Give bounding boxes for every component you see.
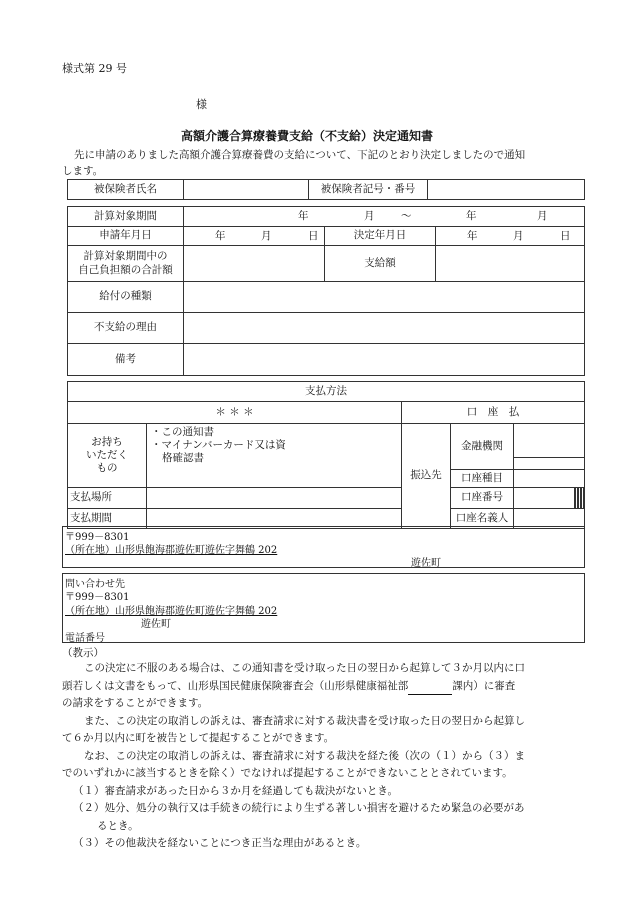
- payment-amount-value: [436, 246, 585, 282]
- bank-value-1: [514, 424, 585, 458]
- insured-name-table: [67, 179, 585, 200]
- self-pay-label: [68, 246, 184, 282]
- bank-value-2: [514, 458, 585, 470]
- decision-date-value: [436, 227, 585, 246]
- account-holder-label: 口座名義人: [451, 509, 514, 529]
- contact-town: 遊佐町: [141, 619, 171, 630]
- department-blank: [408, 683, 452, 695]
- remarks-value: [184, 344, 585, 376]
- self-pay-label-line-1: 計算対象期間中の: [83, 250, 168, 263]
- non-payment-reason-value: [184, 313, 585, 344]
- account-number-digits: [575, 488, 585, 509]
- insured-name-value: [184, 180, 309, 200]
- bring-items-label: [68, 424, 147, 488]
- remarks-label: 備考: [68, 344, 184, 376]
- period-month-from: 月: [364, 210, 375, 222]
- decision-details-table: [67, 206, 585, 376]
- bring-label-line-3: もの: [96, 462, 118, 475]
- bring-item-card-a: ・マイナンバーカード又は資: [151, 439, 286, 452]
- instructions-heading: （教示）: [62, 647, 104, 659]
- dec-day: 日: [560, 230, 571, 242]
- instr-item1: （１）審査請求があった日から３か月を経過しても裁決がないとき。: [73, 784, 398, 797]
- document-title: 高額介護合算療養費支給（不支給）決定通知書: [181, 129, 434, 143]
- account-payment-header: 口 座 払: [402, 402, 585, 424]
- intro-line-1: 先に申請のありました高額介護合算療養費の支給について、下記のとおり決定しましたので通知: [74, 149, 526, 161]
- recipient-suffix: 様: [196, 98, 207, 111]
- period-month-to: 月: [537, 210, 548, 222]
- sender-town: 遊佐町: [411, 558, 441, 569]
- contact-address: （所在地）山形県飽海郡遊佐町遊佐字舞鶴 202: [65, 606, 278, 617]
- instr-p1-line1: この決定に不服のある場合は、この通知書を受け取った日の翌日から起算して３か月以内に口: [84, 662, 525, 674]
- bring-item-card-b: 格確認書: [162, 452, 204, 465]
- instr-p1-line3: の請求をすることができます。: [62, 697, 209, 709]
- instr-item2a: （２）処分、処分の執行又は手続きの続行により生ずる著しい損害を避けるため緊急の必要があ: [73, 802, 525, 814]
- transfer-to-label: 振込先: [402, 424, 451, 529]
- sender-address-box: [62, 526, 585, 568]
- instr-p2-line2: て６か月以内に町を被告として提起することができます。: [62, 732, 335, 744]
- app-month: 月: [261, 230, 272, 242]
- payment-amount-label: 支給額: [325, 246, 436, 282]
- dec-month: 月: [513, 230, 524, 242]
- payment-period-label: 支払期間: [68, 509, 147, 529]
- payment-method-table: [67, 381, 585, 529]
- account-type-value: [514, 470, 585, 488]
- benefit-type-value: [184, 282, 585, 313]
- intro-line-2: します。: [62, 165, 104, 177]
- insured-name-label: 被保険者氏名: [68, 180, 184, 200]
- period-tilde: ～: [401, 210, 412, 222]
- payment-method-header: 支払方法: [68, 382, 585, 402]
- instr-p1-line2b: 課内）に審査: [452, 679, 516, 692]
- non-payment-reason-label: 不支給の理由: [68, 313, 184, 344]
- instr-p3-line1: なお、この決定の取消しの訴えは、審査請求に対する裁決を経た後（次の（１）から（３）ま: [84, 749, 525, 762]
- stars-header: ＊ ＊ ＊: [68, 402, 402, 424]
- payment-place-label: 支払場所: [68, 488, 147, 509]
- instructions-body: [62, 660, 582, 853]
- account-type-label: 口座種目: [451, 470, 514, 488]
- app-year: 年: [215, 230, 226, 242]
- period-label: 計算対象期間: [68, 207, 184, 227]
- bank-label: 金融機関: [451, 424, 514, 470]
- self-pay-label-line-2: 自己負担額の合計額: [78, 263, 173, 276]
- contact-heading: 問い合わせ先: [65, 579, 125, 590]
- app-day: 日: [308, 230, 319, 242]
- benefit-type-label: 給付の種類: [68, 282, 184, 313]
- period-value: [184, 207, 585, 227]
- instr-item2b: るとき。: [97, 819, 139, 832]
- instr-p1-line2: [62, 678, 582, 696]
- instr-item3: （３）その他裁決を経ないことにつき正当な理由があるとき。: [73, 837, 367, 849]
- bring-items-list: [147, 424, 402, 488]
- bring-label-line-1: お持ち: [91, 435, 123, 448]
- instr-p1-line2a: 頭若しくは文書をもって、山形県国民健康保険審査会（山形県健康福祉部: [62, 679, 409, 692]
- sender-postal: 〒999－8301: [65, 532, 130, 543]
- payment-place-value: [147, 488, 402, 509]
- instr-p2-line1: また、この決定の取消しの訴えは、審査請求に対する裁決書を受け取った日の翌日から起算し: [84, 714, 525, 727]
- contact-phone-label: 電話番号: [65, 633, 105, 644]
- bring-label-line-2: いただく: [86, 448, 128, 461]
- sender-address: （所在地）山形県飽海郡遊佐町遊佐字舞鶴 202: [65, 545, 278, 556]
- bring-item-notice: ・この通知書: [151, 426, 214, 438]
- insured-number-value: [428, 180, 585, 200]
- form-number: 様式第 29 号: [62, 62, 127, 75]
- contact-box: [62, 573, 585, 643]
- period-year-from: 年: [298, 210, 309, 222]
- instr-p3-line2: でのいずれかに該当するときを除く）でなければ提起することができないこととされています。: [62, 767, 513, 779]
- account-number-label: 口座番号: [451, 488, 514, 509]
- account-number-spacer: [514, 488, 575, 509]
- period-year-to: 年: [466, 210, 477, 222]
- self-pay-value: [184, 246, 325, 282]
- insured-number-label: 被保険者記号・番号: [309, 180, 428, 200]
- dec-year: 年: [467, 230, 478, 242]
- decision-date-label: 決定年月日: [325, 227, 436, 246]
- application-date-label: 申請年月日: [68, 227, 184, 246]
- contact-postal: 〒999－8301: [65, 592, 130, 603]
- application-date-value: [184, 227, 325, 246]
